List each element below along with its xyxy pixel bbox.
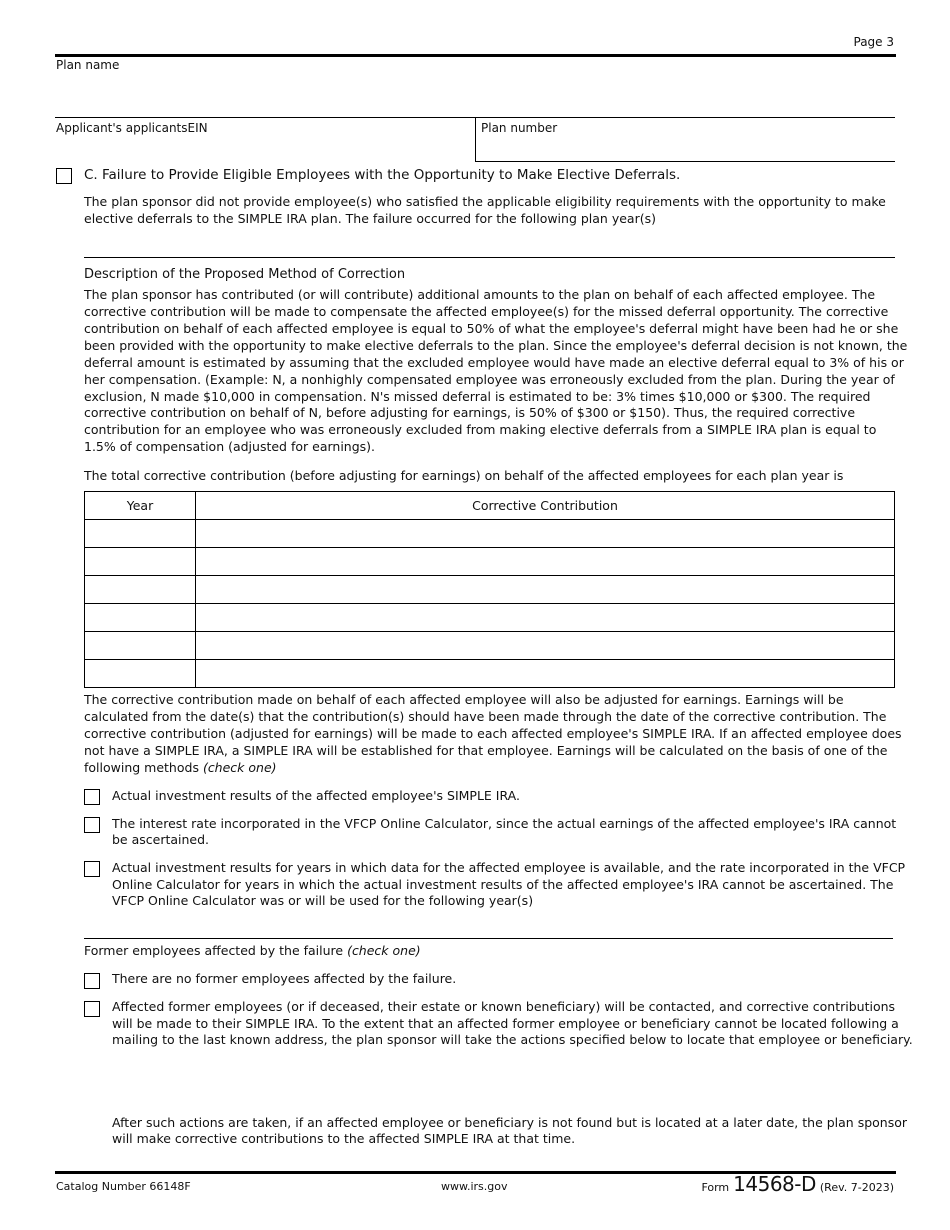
earnings-line: not have a SIMPLE IRA, a SIMPLE IRA will be established for that employee. Earnings will be calculated on the basis of one of the [84,743,888,758]
earnings-option-3-checkbox[interactable] [84,861,100,877]
description-line: 1.5% of compensation (adjusted for earnings). [84,439,376,454]
table-row [85,604,895,632]
earnings-option-2-line-1: The interest rate incorporated in the VFCP Online Calculator, since the actual earnings of the affected employee's IRA cannot [112,816,897,831]
description-heading: Description of the Proposed Method of Correction [84,267,406,282]
intro-line-2: elective deferrals to the SIMPLE IRA plan. The failure occurred for the following plan year(s) [84,211,656,226]
earnings-line-last [84,760,277,777]
after-actions-line-1: After such actions are taken, if an affected employee or beneficiary is not found but is located at a later date, the plan sponsor [112,1115,908,1130]
year-cell[interactable] [85,520,196,548]
ein-label: Applicant's applicantsEIN [56,121,208,135]
col-contribution-header: Corrective Contribution [196,492,895,520]
table-header-row [85,492,895,520]
earnings-option-3-line-2: Online Calculator for years in which the actual investment results of the affected employee's IRA cannot be ascertained. The [112,877,894,892]
earnings-line: corrective contribution (adjusted for earnings) will be made to each affected employee's SIMPLE IRA. If an affected employee does [84,726,902,741]
table-row [85,632,895,660]
check-one-note: (check one) [202,760,277,775]
earnings-option-1-label: Actual investment results of the affected employee's SIMPLE IRA. [112,788,520,803]
amount-cell[interactable] [196,576,895,604]
former-option-2-line-3: mailing to the last known address, the plan sponsor will take the actions specified below to locate that employee or beneficiary. [112,1032,913,1047]
field-separator [475,117,476,162]
year-cell[interactable] [85,660,196,688]
check-one-note: (check one) [347,943,421,958]
amount-cell[interactable] [196,632,895,660]
form-id [701,1172,894,1196]
plan-number-field[interactable] [478,138,895,160]
table-row [85,576,895,604]
description-line: contribution on behalf of each affected employee is equal to 50% of what the employee's deferral might have been had he or she [84,321,899,336]
plan-name-field[interactable] [55,75,895,117]
section-c-checkbox[interactable] [56,168,72,184]
description-line: her compensation. (Example: N, a nonhighly compensated employee was erroneously excluded from the plan. During the year of [84,372,895,387]
description-line: deferral amount is estimated by assuming that the excluded employee would have made an elective deferral equal to 3% of his or [84,355,904,370]
description-line: contribution for an employee who was erroneously excluded from making elective deferrals from a SIMPLE IRA plan is equal to [84,422,877,437]
year-cell[interactable] [85,632,196,660]
description-line: been provided with the opportunity to make elective deferrals to the plan. Since the employee's deferral decision is not known, the [84,338,908,353]
description-line: corrective contribution will be made to compensate the affected employee(s) for the missed deferral opportunity. The corrective [84,304,889,319]
plan-years-field[interactable] [84,230,894,256]
form-number: 14568-D [733,1172,816,1196]
earnings-line: calculated from the date(s) that the contribution(s) should have been made through the date of the corrective contribution. The [84,709,887,724]
total-contribution-line: The total corrective contribution (before adjusting for earnings) on behalf of the affected employees for each plan year is [84,468,844,483]
earnings-option-2-line-2: be ascertained. [112,832,210,847]
ein-field[interactable] [55,138,475,160]
description-line: The plan sponsor has contributed (or will contribute) additional amounts to the plan on behalf of each affected employee. The [84,287,876,302]
earnings-option-3-line-1: Actual investment results for years in which data for the affected employee is available, and the rate incorporated in the VFCP [112,860,906,875]
year-cell[interactable] [85,548,196,576]
table-row [85,660,895,688]
year-cell[interactable] [85,576,196,604]
former-employees-heading [84,943,421,960]
description-line: corrective contribution on behalf of N, before adjusting for earnings, is 50% of $300 or $150). Thus, the required corrective [84,405,856,420]
section-c-heading: C. Failure to Provide Eligible Employees with the Opportunity to Make Elective Deferrals. [84,167,681,183]
description-line: exclusion, N made $10,000 in compensation. N's missed deferral is estimated to be: 3% times $10,000 or $300. The required [84,389,871,404]
top-rule [55,54,896,57]
plan-number-label: Plan number [481,121,558,135]
former-option-1-label: There are no former employees affected by the failure. [112,971,457,986]
year-cell[interactable] [85,604,196,632]
form-revision: (Rev. 7-2023) [819,1181,894,1194]
after-actions-line-2: will make corrective contributions to the affected SIMPLE IRA at that time. [112,1131,576,1146]
intro-line-1: The plan sponsor did not provide employee(s) who satisfied the applicable eligibility requirements with the opportunity to make [84,194,886,209]
earnings-line: The corrective contribution made on behalf of each affected employee will also be adjusted for earnings. Earnings will be [84,692,844,707]
former-option-2-checkbox[interactable] [84,1001,100,1017]
earnings-option-1-checkbox[interactable] [84,789,100,805]
former-option-2-line-1: Affected former employees (or if deceased, their estate or known beneficiary) will be contacted, and corrective contributions [112,999,896,1014]
amount-cell[interactable] [196,548,895,576]
amount-cell[interactable] [196,660,895,688]
divider [475,161,895,162]
former-heading-prefix: Former employees affected by the failure [84,943,348,958]
calculator-years-field[interactable] [84,912,892,937]
earnings-line-prefix: following methods [84,760,203,775]
website: www.irs.gov [441,1180,508,1193]
page-number: Page 3 [853,35,894,49]
earnings-option-2-checkbox[interactable] [84,817,100,833]
table-row [85,520,895,548]
plan-years-underline [84,257,895,258]
catalog-number: Catalog Number 66148F [56,1180,191,1193]
earnings-option-3-line-3: VFCP Online Calculator was or will be used for the following year(s) [112,893,534,908]
plan-name-label: Plan name [56,58,120,72]
table-row [85,548,895,576]
locate-actions-field[interactable] [112,1052,895,1108]
form-word: Form [701,1181,730,1194]
former-option-1-checkbox[interactable] [84,973,100,989]
contribution-table [84,491,895,688]
former-option-2-line-2: will be made to their SIMPLE IRA. To the extent that an affected former employee or beneficiary cannot be located following a [112,1016,899,1031]
calculator-years-underline [84,938,893,939]
amount-cell[interactable] [196,520,895,548]
col-year-header: Year [85,492,196,520]
amount-cell[interactable] [196,604,895,632]
